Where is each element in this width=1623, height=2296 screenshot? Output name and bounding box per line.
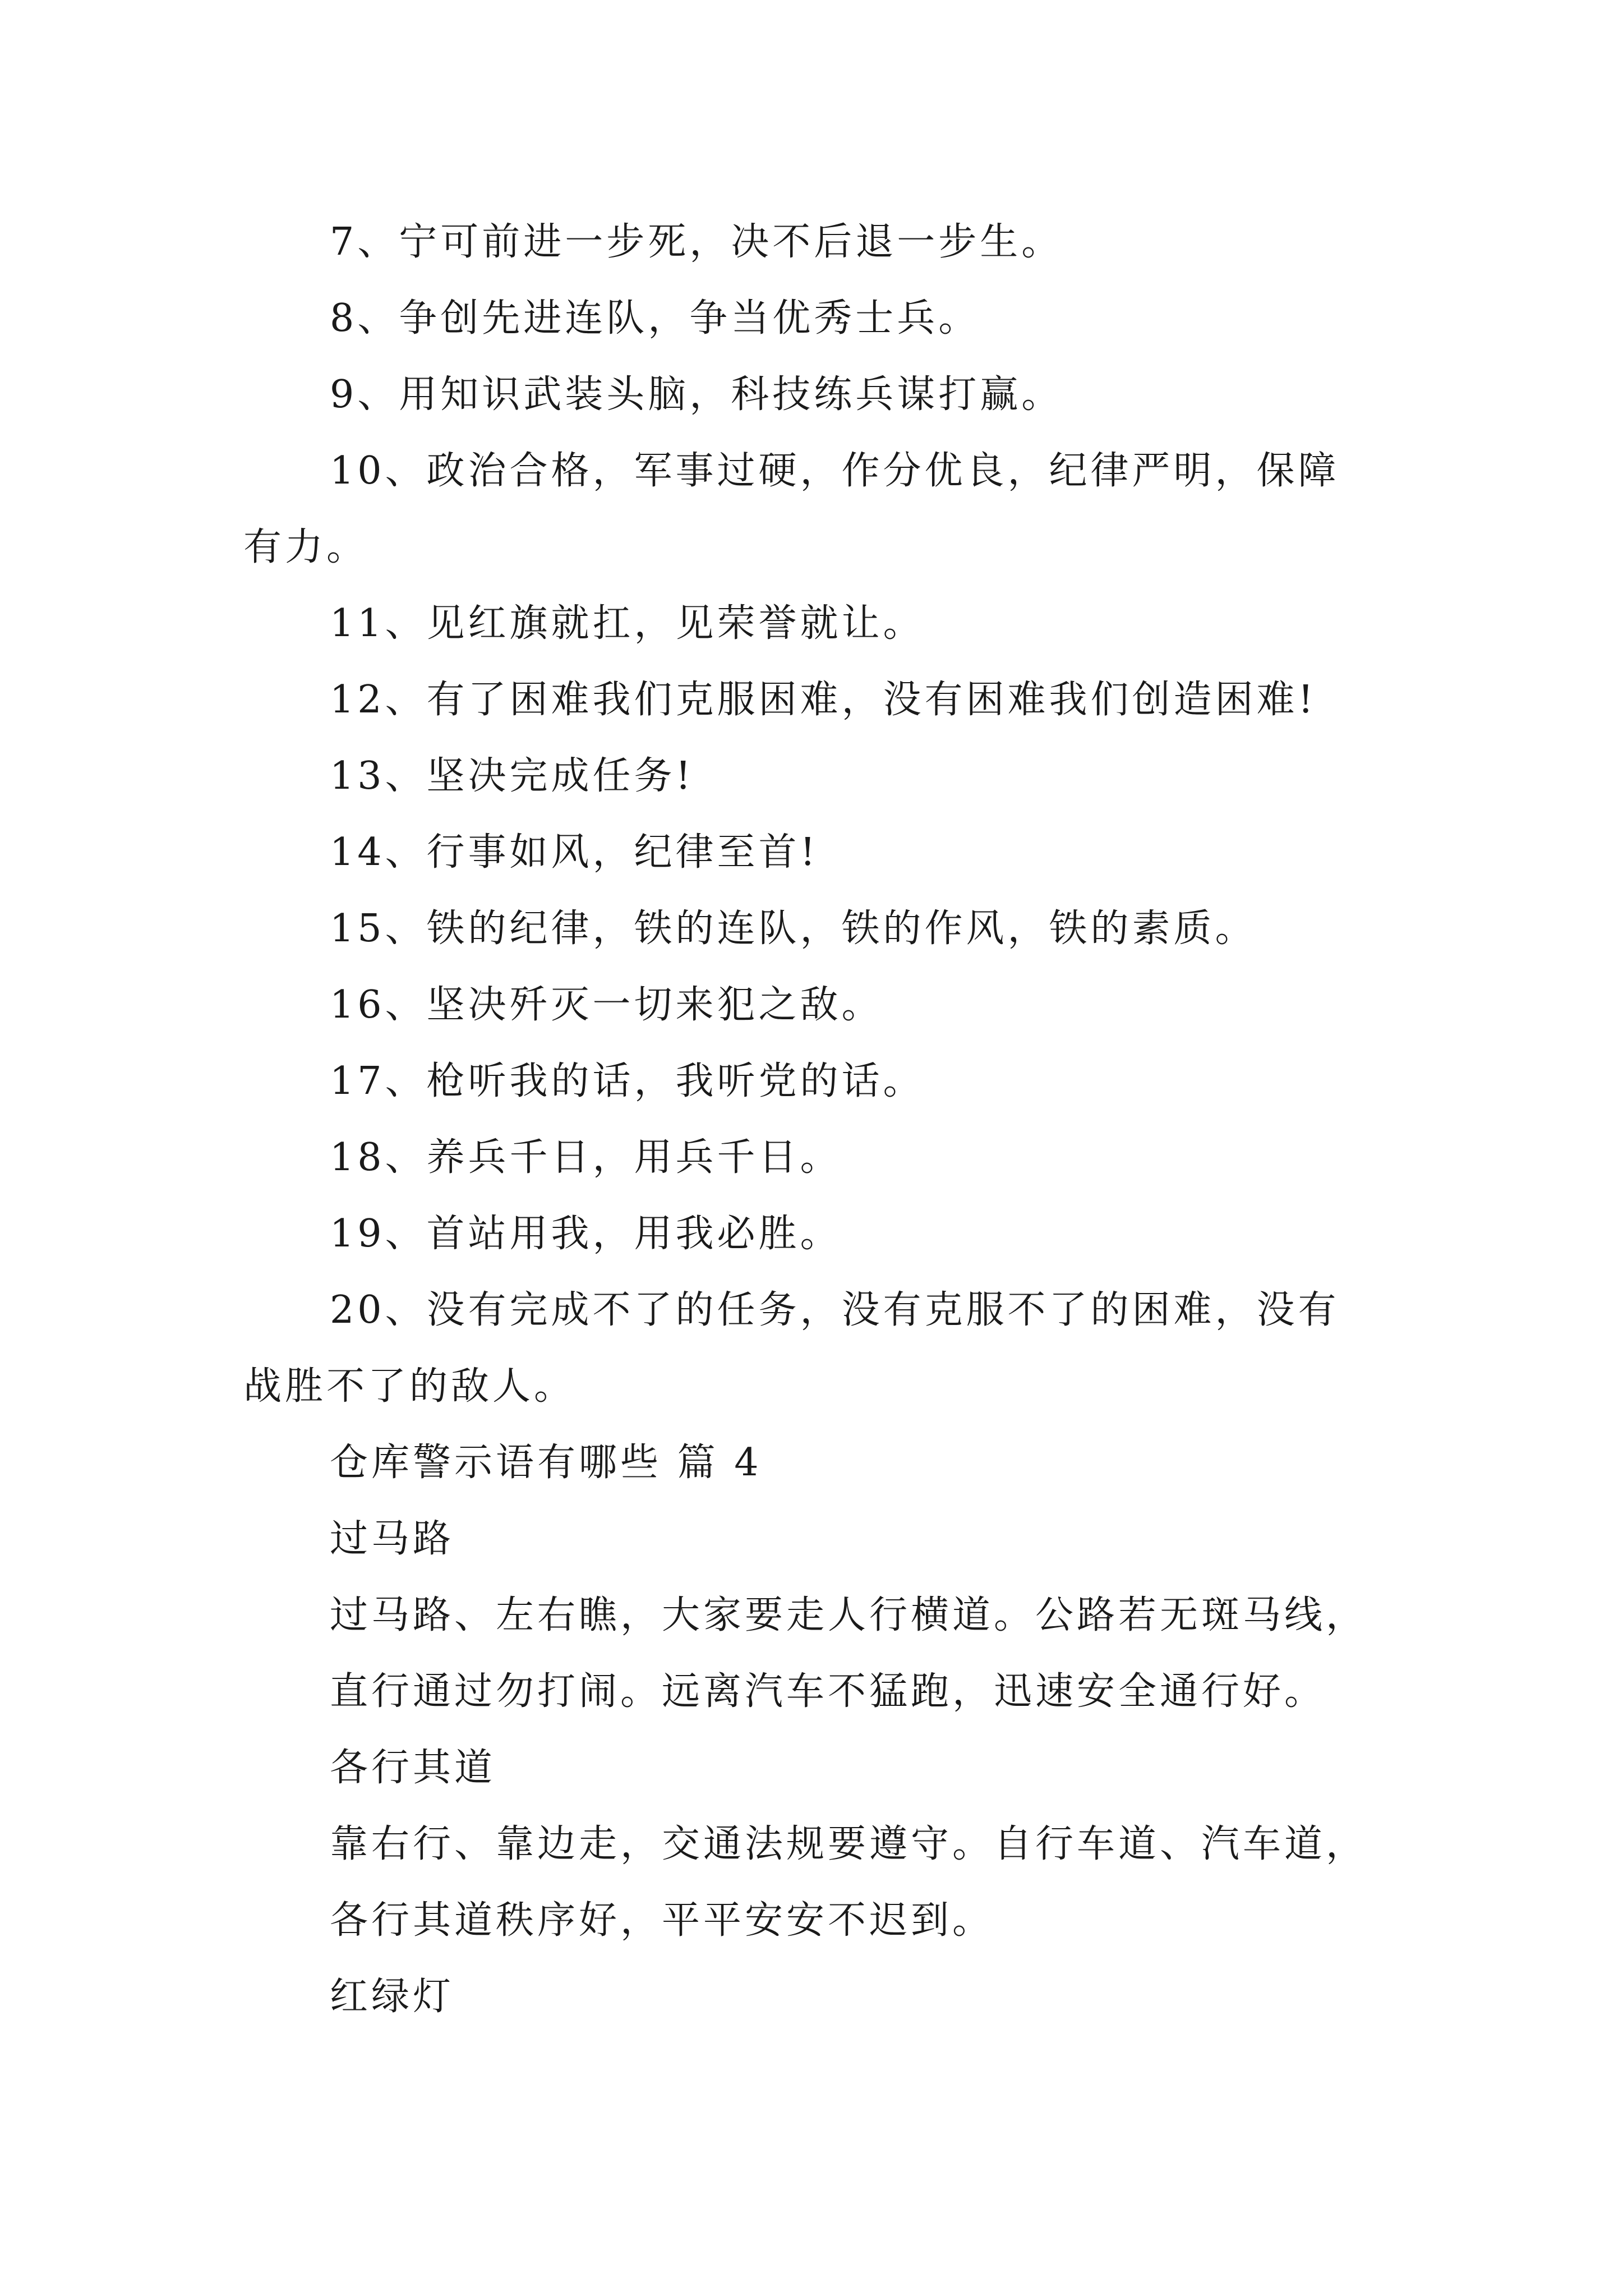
paragraph-line: 各行其道秩序好，平平安安不迟到。 bbox=[330, 1898, 994, 1943]
subsection-title-keep-lanes: 各行其道 bbox=[330, 1746, 496, 1790]
slogan-item-19: 19、首站用我，用我必胜。 bbox=[330, 1212, 842, 1256]
slogan-item-10: 10、政治合格，军事过硬，作分优良，纪律严明，保障 bbox=[330, 449, 1340, 493]
slogan-item-11: 11、见红旗就扛，见荣誉就让。 bbox=[330, 601, 925, 646]
paragraph-line: 靠右行、靠边走，交通法规要遵守。自行车道、汽车道， bbox=[330, 1822, 1368, 1866]
slogan-item-13: 13、坚决完成任务! bbox=[330, 754, 694, 798]
slogan-item-9: 9、用知识武装头脑，科技练兵谋打赢。 bbox=[330, 372, 1063, 417]
slogan-item-17: 17、枪听我的话，我听党的话。 bbox=[330, 1059, 925, 1103]
subsection-title-traffic-lights: 红绿灯 bbox=[330, 1975, 455, 2019]
slogan-item-16: 16、坚决歼灭一切来犯之敌。 bbox=[330, 983, 883, 1027]
slogan-item-12: 12、有了困难我们克服困难，没有困难我们创造困难! bbox=[330, 678, 1317, 722]
slogan-item-8: 8、争创先进连队，争当优秀士兵。 bbox=[330, 296, 980, 341]
slogan-item-18: 18、养兵千日，用兵千日。 bbox=[330, 1135, 842, 1180]
slogan-item-10-continuation: 有力。 bbox=[243, 525, 368, 569]
paragraph-line: 直行通过勿打闹。远离汽车不猛跑，迅速安全通行好。 bbox=[330, 1669, 1326, 1714]
subsection-title-crossing-road: 过马路 bbox=[330, 1517, 455, 1561]
paragraph-line: 过马路、左右瞧，大家要走人行横道。公路若无斑马线， bbox=[330, 1593, 1368, 1637]
slogan-item-14: 14、行事如风，纪律至首! bbox=[330, 830, 819, 875]
slogan-item-15: 15、铁的纪律，铁的连队，铁的作风，铁的素质。 bbox=[330, 907, 1257, 951]
slogan-item-7: 7、宁可前进一步死，决不后退一步生。 bbox=[330, 220, 1063, 264]
slogan-item-20: 20、没有完成不了的任务，没有克服不了的困难，没有 bbox=[330, 1288, 1340, 1332]
section-heading: 仓库警示语有哪些 篇 4 bbox=[330, 1441, 762, 1485]
slogan-item-20-continuation: 战胜不了的敌人。 bbox=[243, 1364, 576, 1409]
